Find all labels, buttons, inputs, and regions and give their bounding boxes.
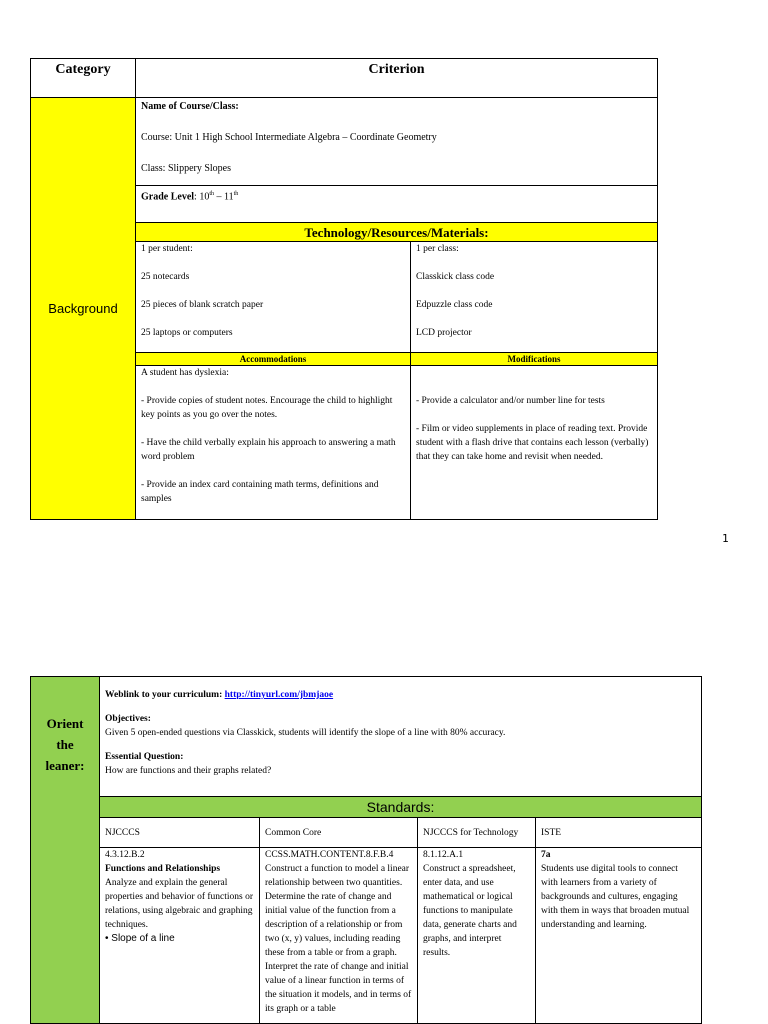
per-student-item: 25 notecards: [141, 272, 190, 282]
modifications-cell: [410, 365, 658, 520]
accommodation-item: - Provide copies of student notes. Encourage the child to highlight key points as you go over the notes.: [141, 396, 393, 420]
accommodation-item: - Have the child verbally explain his approach to answering a math word problem: [141, 438, 396, 462]
orient-label-line: leaner:: [45, 758, 85, 773]
accommodation-item: - Provide an index card containing math terms, definitions and samples: [141, 480, 379, 504]
grade-sup-1: th: [209, 191, 214, 197]
essential-question-text: How are functions and their graphs related?: [105, 766, 272, 776]
grade-value-pre: : 10: [194, 191, 210, 203]
course-name-label: Name of Course/Class:: [141, 101, 239, 112]
standard-title: Functions and Relationships: [105, 864, 221, 874]
standards-col-header-technology: NJCCCS for Technology: [417, 817, 536, 848]
grade-level-cell: [135, 185, 658, 223]
standard-code: 8.1.12.A.1: [423, 850, 464, 860]
standards-cell-common-core: [259, 847, 418, 1024]
objectives-text: Given 5 open-ended questions via Classkick, students will identify the slope of a line with 80% accuracy.: [105, 728, 506, 738]
standard-body: Construct a function to model a linear relationship between two quantities. Determine the rate of change and initial value of the function from a description of a relationship or from two (x, y) values, including reading these from a table or from a graph. Interpret the rate of change and initial value of a linear function in terms of the situation it models, and in terms of its graph or a table: [265, 864, 412, 1014]
standard-body: Construct a spreadsheet, enter data, and use mathematical or logical functions to manipulate data, generate charts and graphs, and interpret results.: [423, 864, 517, 958]
class-text: Class: Slippery Slopes: [141, 163, 232, 174]
standard-body: Analyze and explain the general properties and behavior of functions or relations, using algebraic and graphing techniques.: [105, 878, 253, 930]
standard-code: 4.3.12.B.2: [105, 850, 145, 860]
criterion-header: Criterion: [135, 58, 658, 98]
per-student-item: 25 laptops or computers: [141, 328, 233, 338]
background-label: [30, 97, 136, 520]
standards-header: Standards:: [99, 796, 702, 818]
modifications-header: Modifications: [410, 352, 658, 366]
curriculum-link[interactable]: http://tinyurl.com/jbmjaoe: [224, 690, 334, 700]
standard-bullet: • Slope of a line: [105, 933, 175, 944]
modification-item: - Film or video supplements in place of reading text. Provide student with a flash drive that contains each lesson (verbally) that they can take home and revisit when needed.: [416, 424, 649, 462]
per-student-item: 25 pieces of blank scratch paper: [141, 300, 264, 310]
per-class-item: LCD projector: [416, 328, 472, 338]
standard-body: Students use digital tools to connect with learners from a variety of backgrounds and cultures, engaging with them in ways that broaden mutual understanding and learning.: [541, 864, 690, 930]
standards-cell-njcccs: [99, 847, 260, 1024]
weblink-label: Weblink to your curriculum:: [105, 690, 223, 700]
orient-label-cell: [30, 676, 100, 1024]
accommodations-header: Accommodations: [135, 352, 411, 366]
accommodations-cell: [135, 365, 411, 520]
grade-level-label: Grade Level: [141, 191, 195, 203]
standards-col-header-njcccs: NJCCCS: [99, 817, 260, 848]
standard-code: CCSS.MATH.CONTENT.8.F.B.4: [265, 850, 394, 860]
per-class-title: 1 per class:: [416, 244, 459, 254]
orient-label-line: the: [56, 737, 74, 752]
category-header: Category: [30, 58, 136, 98]
course-info-cell: [135, 97, 658, 186]
per-student-title: 1 per student:: [141, 244, 193, 254]
per-class-item: Edpuzzle class code: [416, 300, 493, 310]
standards-col-header-common-core: Common Core: [259, 817, 418, 848]
technology-header: Technology/Resources/Materials:: [135, 222, 658, 242]
per-class-item: Classkick class code: [416, 272, 495, 282]
per-class-cell: [410, 241, 658, 353]
standards-cell-iste: [535, 847, 702, 1024]
standards-col-header-iste: ISTE: [535, 817, 702, 848]
modification-item: - Provide a calculator and/or number line for tests: [416, 396, 605, 406]
course-text: Course: Unit 1 High School Intermediate Algebra – Coordinate Geometry: [141, 132, 437, 143]
accommodations-intro: A student has dyslexia:: [141, 368, 229, 378]
orient-info-cell: [99, 676, 702, 797]
standard-code: 7a: [541, 850, 551, 860]
grade-sup-2: th: [233, 191, 239, 197]
essential-question-label: Essential Question:: [105, 752, 184, 762]
background-label-text: Background: [48, 301, 118, 316]
page-number: 1: [722, 532, 729, 545]
standards-cell-technology: [417, 847, 536, 1024]
grade-mid: – 11: [214, 191, 234, 203]
orient-label-line: Orient: [46, 716, 84, 731]
per-student-cell: [135, 241, 411, 353]
objectives-label: Objectives:: [105, 714, 151, 724]
